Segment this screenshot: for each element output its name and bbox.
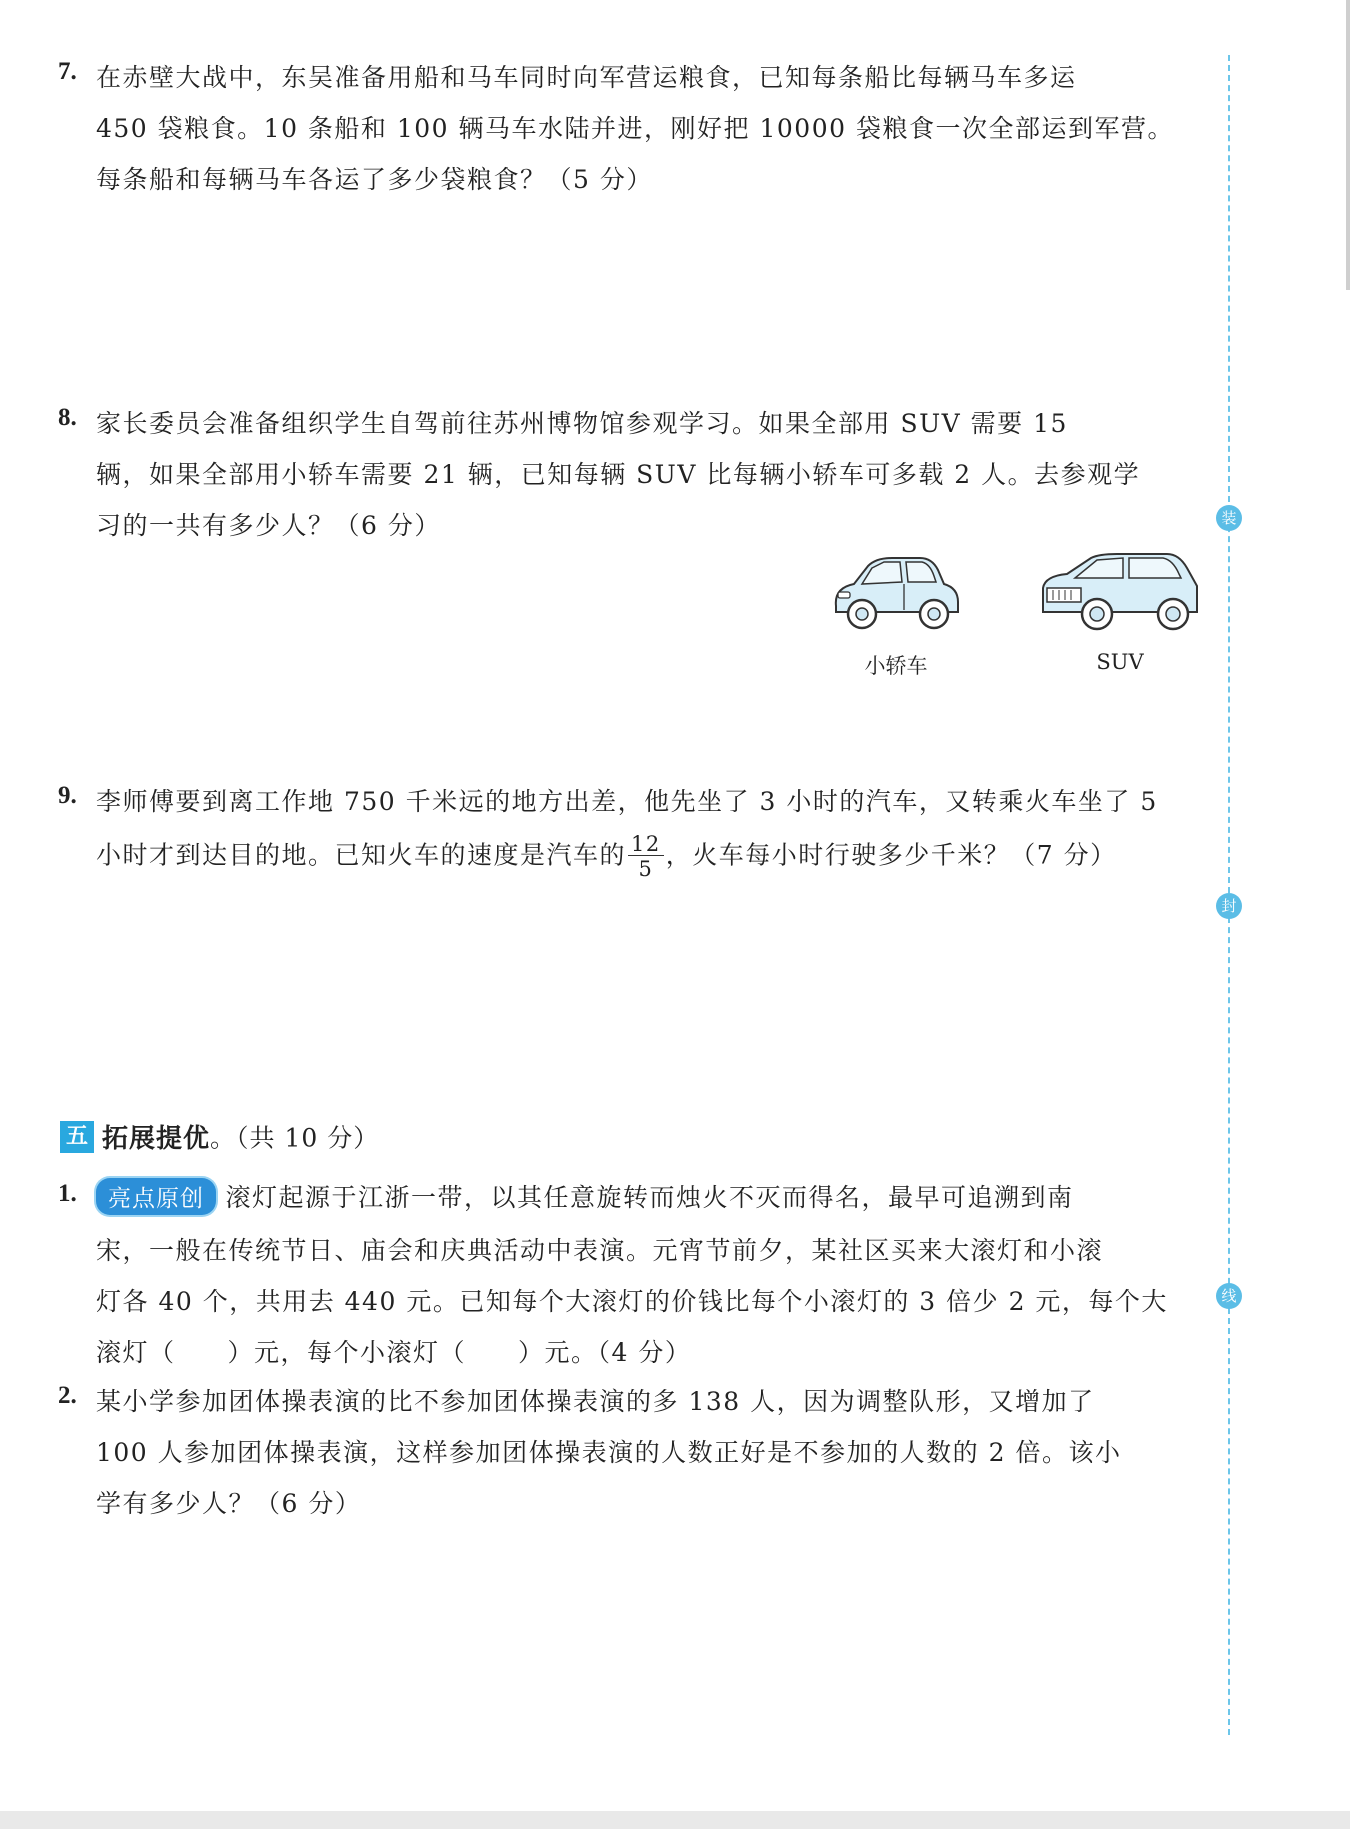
sedan-caption: 小轿车 — [864, 654, 928, 678]
original-highlight-tag: 亮点原创 — [96, 1178, 216, 1215]
binding-mark-zhuang: 装 — [1216, 505, 1242, 531]
question-text: 滚灯起源于江浙一带，以其任意旋转而烛火不灭而得名，最早可追溯到南 — [225, 1183, 1074, 1212]
suv-caption: SUV — [1096, 650, 1144, 674]
question-text-line-with-blanks — [96, 1333, 691, 1369]
question-text-line: 辆，如果全部用小轿车需要 21 辆，已知每辆 SUV 比每辆小轿车可多载 2 人。去参观学 — [96, 460, 1141, 489]
question-text-line: 灯各 40 个，共用去 440 元。已知每个大滚灯的价钱比每个小滚灯的 3 倍少 2 元，每个大 — [96, 1287, 1168, 1316]
question-text-line: 家长委员会准备组织学生自驾前往苏州博物馆参观学习。如果全部用 SUV 需要 15 — [96, 409, 1068, 438]
sedan-figure — [826, 548, 966, 680]
section-title: 拓展提优 — [102, 1124, 211, 1154]
binding-mark-xian: 线 — [1216, 1283, 1242, 1309]
question-text-line — [96, 1178, 1073, 1215]
suv-car-icon — [1037, 548, 1203, 640]
question-number: 1. — [58, 1180, 77, 1207]
question-text-line: 450 袋粮食。10 条船和 100 辆马车水陆并进，刚好把 10000 袋粮食一次全部运到军营。 — [96, 114, 1174, 143]
section-header — [60, 1118, 379, 1155]
question-text-line: 100 人参加团体操表演，这样参加团体操表演的人数正好是不参加的人数的 2 倍。该小 — [96, 1438, 1122, 1467]
question-text-line: 某小学参加团体操表演的比不参加团体操表演的多 138 人，因为调整队形，又增加了 — [96, 1387, 1095, 1416]
text-segment: ）元。（4 分） — [518, 1338, 692, 1367]
question-text-line: 每条船和每辆马车各运了多少袋粮食？（5 分） — [96, 165, 653, 194]
question-text-line: 学有多少人？（6 分） — [96, 1489, 362, 1518]
question-text-line: 习的一共有多少人？（6 分） — [96, 511, 441, 540]
question-text-line: 宋，一般在传统节日、庙会和庆典活动中表演。元宵节前夕，某社区买来大滚灯和小滚 — [96, 1236, 1104, 1265]
question-number: 7. — [58, 58, 77, 85]
page-edge-shadow — [1346, 0, 1350, 290]
fraction-numerator: 12 — [628, 834, 664, 856]
fraction-denominator: 5 — [638, 857, 654, 881]
section-number-badge: 五 — [60, 1121, 94, 1153]
binding-mark-feng: 封 — [1216, 893, 1242, 919]
text-before-fraction: 小时才到达目的地。已知火车的速度是汽车的 — [96, 840, 627, 870]
suv-figure — [1035, 548, 1205, 674]
question-text-line: 李师傅要到离工作地 750 千米远的地方出差，他先坐了 3 小时的汽车，又转乘火车坐了 5 — [96, 787, 1158, 816]
text-segment: 滚灯（ — [96, 1338, 176, 1367]
section-score: 。（共 10 分） — [210, 1123, 380, 1153]
sedan-car-icon — [828, 548, 964, 640]
question-number: 8. — [58, 404, 77, 431]
text-segment: ）元，每个小滚灯（ — [227, 1338, 467, 1367]
question-text-line-with-fraction — [96, 834, 1117, 880]
question-number: 2. — [58, 1382, 77, 1409]
question-text-line: 在赤壁大战中，东吴准备用船和马车同时向军营运粮食，已知每条船比每辆马车多运 — [96, 63, 1077, 92]
page-bottom-edge — [0, 1811, 1350, 1829]
question-number: 9. — [58, 782, 77, 809]
text-after-fraction: ，火车每小时行驶多少千米？（7 分） — [665, 840, 1117, 870]
fraction — [628, 834, 664, 880]
